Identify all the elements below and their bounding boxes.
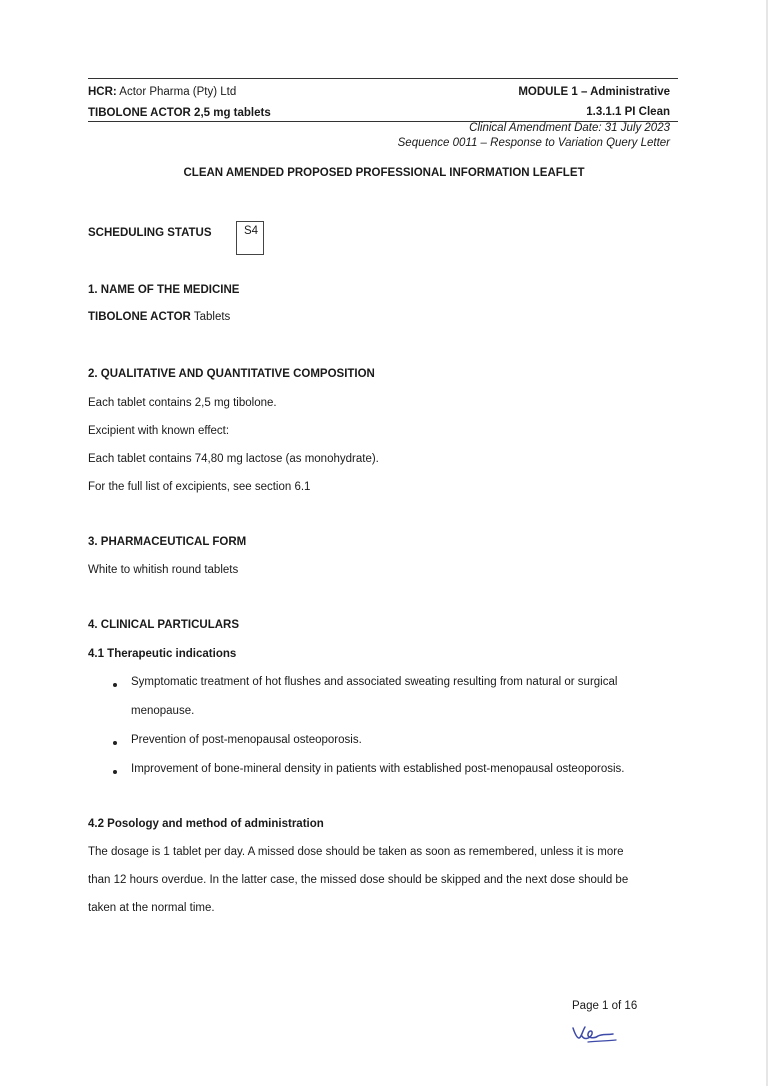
composition-line-2: Excipient with known effect: — [88, 425, 230, 437]
document-title: CLEAN AMENDED PROPOSED PROFESSIONAL INFORMATION LEAFLET — [183, 167, 585, 179]
indication-2: Prevention of post-menopausal osteoporosis. — [131, 734, 362, 746]
posology-line-2: than 12 hours overdue. In the latter case, the missed dose should be skipped and the next dose should be — [88, 874, 629, 886]
scheduling-status-box — [236, 221, 264, 255]
composition-line-1: Each tablet contains 2,5 mg tibolone. — [88, 397, 277, 409]
signature-icon — [568, 1020, 620, 1051]
section-4-heading: 4. CLINICAL PARTICULARS — [88, 619, 239, 631]
composition-line-3: Each tablet contains 74,80 mg lactose (as monohydrate). — [88, 453, 379, 465]
hcr-line — [88, 86, 236, 98]
page-number: Page 1 of 16 — [572, 1000, 638, 1012]
product-name: TIBOLONE ACTOR 2,5 mg tablets — [88, 107, 271, 119]
bullet-3 — [113, 770, 117, 774]
section-1-heading: 1. NAME OF THE MEDICINE — [88, 284, 240, 296]
scheduling-label: SCHEDULING STATUS — [88, 227, 212, 239]
hcr-label: HCR: — [88, 86, 117, 98]
section-code: 1.3.1.1 PI Clean — [586, 106, 670, 118]
indication-1-line-2: menopause. — [131, 705, 195, 717]
hcr-value: Actor Pharma (Pty) Ltd — [116, 86, 237, 98]
section-4-1-heading: 4.1 Therapeutic indications — [88, 648, 237, 660]
composition-line-4: For the full list of excipients, see section 6.1 — [88, 481, 311, 493]
pharmaceutical-form-text: White to whitish round tablets — [88, 564, 239, 576]
indication-1-line-1: Symptomatic treatment of hot flushes and associated sweating resulting from natural or surgical — [131, 676, 618, 688]
medicine-name-rest: Tablets — [190, 311, 231, 323]
posology-line-3: taken at the normal time. — [88, 902, 215, 914]
header-top-rule — [88, 78, 678, 79]
posology-line-1: The dosage is 1 tablet per day. A missed dose should be taken as soon as remembered, unless it is more — [88, 846, 624, 858]
module-label: MODULE 1 – Administrative — [518, 86, 670, 98]
medicine-name — [88, 311, 230, 323]
bullet-1 — [113, 683, 117, 687]
indication-3: Improvement of bone-mineral density in patients with established post-menopausal osteoporosis. — [131, 763, 625, 775]
amendment-date: Clinical Amendment Date: 31 July 2023 — [469, 122, 670, 134]
medicine-name-bold: TIBOLONE ACTOR — [88, 311, 191, 323]
section-3-heading: 3. PHARMACEUTICAL FORM — [88, 536, 247, 548]
bullet-2 — [113, 741, 117, 745]
section-2-heading: 2. QUALITATIVE AND QUANTITATIVE COMPOSITION — [88, 368, 375, 380]
sequence-note: Sequence 0011 – Response to Variation Query Letter — [397, 137, 670, 149]
scheduling-value: S4 — [244, 225, 259, 237]
section-4-2-heading: 4.2 Posology and method of administration — [88, 818, 324, 830]
